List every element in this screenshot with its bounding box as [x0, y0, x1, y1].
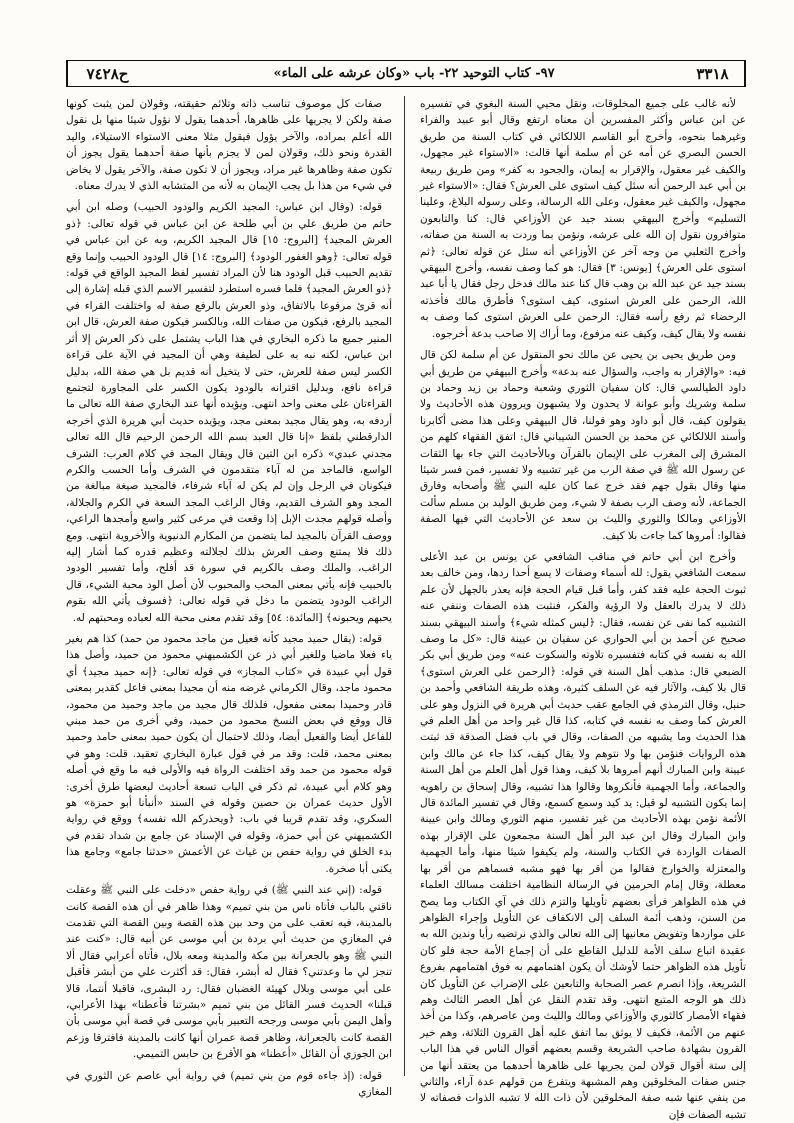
chapter-title: ٩٧- كتاب التوحيد ٢٢- باب «وكان عرشه على الماء»	[273, 66, 555, 81]
paragraph: قوله: (إذ جاءه قوم من بني تميم) في رواية أبي عاصم عن الثوري في المغازي	[66, 1069, 392, 1098]
paragraph: صفات كل موصوف تناسب ذاته وتلائم حقيقته، وقولان لمن يثبت كونها صفة ولكن لا يجريها على ظاهرها، أحدهما يقول لا نؤول شيئا منها بل نقول الله أعلم بمراده، والآخر يؤول فيقول مثلا معنى الاستواء الاستيلاء، واليد القدرة ونحو ذلك، وقولان لمن لا يجزم بأنها صفة أحدهما يقول يجوز أن تكون صفة وظاهرها غير مراد، ويجوز أن لا تكون صفة، والآخر يقول لا يخاض في شيء من هذا بل يجب الإيمان به لأنه من المتشابه الذي لا يدرك معناه.	[66, 98, 392, 193]
paragraph: قوله: (إني عند النبي ﷺ) في رواية حفص «دخلت على النبي ﷺ وعقلت ناقتي بالباب فأتاه ناس من بني تميم» وهذا ظاهر في أن هذه القصة كانت بالمدينة، فيه تعقب على من وحد بين هذه القصة وبين القصة التي تقدمت في المغازي من حديث أبي بردة بن أبي موسى عن أبيه قال: «كنت عند النبي ﷺ وهو بالجعرانة بين مكة والمدينة ومعه بلال، فأتاه أعرابي فقال ألا تنجز لي ما وعدتني؟ فقال له أبشر، فقال: قد أكثرت علي من أبشر فأقبل على أبي موسى وبلال كهيئة الغضبان فقال: رد البشرى، فاقبلا أنتما، قالا قبلنا» الحديث فسر القائل من بني تميم «بشرتنا فأعطنا» بهذا الأعرابي، وأهل اليمن بأبي موسى ورجحه التعبير بأبي موسى في قصة أبي موسى بأن القصة كانت بالجعرانة، وظاهر قصة عمران أنها كانت بالمدينة فافترقا وزعم ابن الجوزي أن القائل «أعطنا» هو الأقرع بن حابس التميمي.	[66, 884, 392, 1061]
page-number: ٣٣١٨	[681, 61, 745, 86]
paragraph: قوله: (وقال ابن عباس: المجيد الكريم والودود الحبيب) وصله ابن أبي حاتم من طريق علي بن أبي طلحة عن ابن عباس في قوله تعالى: ﴿ذو العرش المجيد﴾ [البروج: ١٥] قال المجيد الكريم، وبه عن ابن عباس في قوله تعالى: ﴿وهو الغفور الودود﴾ [البروج: ١٤] قال الودود الحبيب وإنما وقع تقديم الحبيب قبل الودود هنا لأن المراد تفسير لفظ المجيد الواقع في قوله: ﴿ذو العرش المجيد﴾ فلما فسره استطرد لتفسير الاسم الذي قبله إشارة إلى أنه قرئ مرفوعا بالاتفاق، وذو العرش بالرفع صفة له واختلفت القراء في المجيد بالرفع، فيكون من صفات الله، وبالكسر فيكون صفة العرش، قال ابن المنير جميع ما ذكره البخاري في هذا الباب يشتمل على ذكر العرش إلا أثر ابن عباس، لكنه نبه به على لطيفة وهي أن المجيد في الآية على قراءة الكسر ليس صفة للعرش، حتى لا يتخيل أنه قديم بل هي صفة الله، بدليل قراءة نافع، وبدليل اقترانه بالودود يكون الكسر على المجاورة لتجتمع القراءتان على معنى واحد انتهى. ويؤيده أنها عند البخاري صفة الله تعالى ما أردفه به، وهو يقال مجيد بمعنى مجد، ويؤيده حديث أبي هريرة الذي أخرجه الدارقطني بلفظ «إنا قال العبد بسم الله الرحمن الرحيم قال الله تعالى مجدني عبدي» ذكره ابن التين قال ويقال المجد في كلام العرب: الشرف الواسع، فالماجد من له آباء متقدمون في الشرف وأما الحسب والكرم فيكونان في الرجل وإن لم يكن له آباء شرفاء، فالمجيد صيغة مبالغة من المجد وهو الشرف القديم، وقال الراغب المجد السعة في الكرم والجلالة، وأصله قولهم مجدت الإبل إذا وقعت في مرعى كثير واسع وأمجدها الراعي، ووصف القرآن بالمجيد لما يتضمن من المكارم الدنيوية والأخروية انتهى. ومع ذلك فلا يمتنع وصف العرش بذلك لجلالته وعظيم قدره كما أشار إليه الراغب، والملك وصف بالكريم في سورة قد أفلح، وأما تفسير الودود بالحبيب فإنه يأتي بمعنى المحب والمحبوب لأن أصل الود محبة الشيء، قال الراغب الودود يتضمن ما دخل في قوله تعالى: ﴿فسوف يأتي الله بقوم يحبهم ويحبونه﴾ [المائدة: ٥٤] وقد تقدم معنى محبة الله لعباده ومحبتهم له.	[66, 201, 392, 624]
paragraph: لأنه غالب على جميع المخلوقات، ونقل محيي السنة البغوي في تفسيره عن ابن عباس وأكثر المفسرين أن معناه ارتفع وقال أبو عبيد والفراء وغيرهما بنحوه، وأخرج أبو القاسم اللالكائي في كتاب السنة من طريق الحسن البصري عن أمه عن أم سلمة أنها قالت: «الاستواء غير مجهول، والكيف غير معقول، والإقرار به إيمان، والجحود به كفر» ومن طريق ربيعة بن أبي عبد الرحمن أنه سئل كيف استوى على العرش؟ فقال: «الاستواء غير مجهول، والكيف غير معقول، وعلى الله الرسالة، وعلى رسوله البلاغ، وعلينا التسليم» وأخرج البيهقي بسند جيد عن الأوزاعي قال: كنا والتابعون متوافرون نقول إن الله على عرشه، ونؤمن بما وردت به السنة من صفاته، وأخرج الثعلبي من وجه آخر عن الأوزاعي أنه سئل عن قوله تعالى: ﴿ثم استوى على العرش﴾ [يونس: ٣] فقال: هو كما وصف نفسه، وأخرج البيهقي بسند جيد عن عبد الله بن وهب قال كنا عند مالك فدخل رجل فقال يا أبا عبد الله، الرحمن على العرش استوى، كيف استوى؟ فأطرق مالك فأخذته الرحضاء ثم رفع رأسه فقال: الرحمن على العرش استوى كما وصف به نفسه ولا يقال كيف، وكيف عنه مرفوع، وما أراك إلا صاحب بدعة أخرجوه.	[420, 98, 746, 340]
paragraph: ومن طريق يحيى بن يحيى عن مالك نحو المنقول عن أم سلمة لكن قال فيه: «والإقرار به واجب، والسؤال عنه بدعة» وأخرج البيهقي من طريق أبي داود الطيالسي قال: كان سفيان الثوري وشعبة وحماد بن زيد وحماد بن سلمة وشريك وأبو عوانة لا يحدون ولا يشبهون ويروون هذه الأحاديث ولا يقولون كيف، قال أبو داود وهو قولنا، قال البيهقي وعلى هذا مضى أكابرنا وأسند اللالكائي عن محمد بن الحسن الشيباني قال: اتفق الفقهاء كلهم من المشرق إلى المغرب على الإيمان بالقرآن وبالأحاديث التي جاء بها الثقات عن رسول الله ﷺ في صفة الرب من غير تشبيه ولا تفسير، فمن فسر شيئا منها وقال بقول جهم فقد خرج عما كان عليه النبي ﷺ وأصحابه وفارق الجماعة، لأنه وصف الرب بصفة لا شيء، ومن طريق الوليد بن مسلم سألت الأوزاعي ومالكا والثوري والليث بن سعد عن الأحاديث التي فيها الصفة فقالوا: أمروها كما جاءت بلا كيف.	[420, 349, 746, 542]
column-divider	[404, 96, 405, 1076]
right-column	[420, 96, 746, 1121]
left-column	[66, 96, 392, 1098]
hadith-number: ح٧٤٢٨	[67, 61, 147, 86]
paragraph: وأخرج ابن أبي حاتم في مناقب الشافعي عن يونس بن عبد الأعلى سمعت الشافعي يقول: لله أسماء وصفات لا يسع أحدا ردها، ومن خالف بعد ثبوت الحجة عليه فقد كفر، وأما قبل قيام الحجة فإنه يعذر بالجهل لأن علم ذلك لا يدرك بالعقل ولا الرؤية والفكر، فنثبت هذه الصفات وننفي عنه التشبيه كما نفى عن نفسه، فقال: ﴿ليس كمثله شيء﴾ وأسند البيهقي بسند صحيح عن أحمد بن أبي الحواري عن سفيان بن عيينة قال: «كل ما وصف الله به نفسه في كتابه فتفسيره تلاوته والسكوت عنه» ومن طريق أبي بكر الضبعي قال: مذهب أهل السنة في قوله: ﴿الرحمن على العرش استوى﴾ قال بلا كيف، والآثار فيه عن السلف كثيرة، وهذه طريقة الشافعي وأحمد بن حنبل، وقال الترمذي في الجامع عقب حديث أبي هريرة في النزول وهو على العرش كما وصف به نفسه في كتابه، كذا قال غير واحد من أهل العلم في هذا الحديث وما يشبهه من الصفات، وقال في باب فضل الصدقة قد ثبتت هذه الروايات فنؤمن بها ولا نتوهم ولا يقال كيف، كذا جاء عن مالك وابن عيينة وابن المبارك أنهم أمروها بلا كيف، وهذا قول أهل العلم من أهل السنة والجماعة، وأما الجهمية فأنكروها وقالوا هذا تشبيه، وقال إسحاق بن راهويه إنما يكون التشبيه لو قيل: يد كيد وسمع كسمع، وقال في تفسير المائدة قال الأئمة نؤمن بهذه الأحاديث من غير تفسير، منهم الثوري ومالك وابن عيينة وابن المبارك وقال ابن عبد البر أهل السنة مجمعون على الإقرار بهذه الصفات الواردة في الكتاب والسنة، ولم يكيفوا شيئا منها، وأما الجهمية والمعتزلة والخوارج فقالوا من أقر بها فهو مشبه فسماهم من أقر بها معطلة، وقال إمام الحرمين في الرسالة النظامية اختلفت مسالك العلماء في هذه الظواهر فرأى بعضهم تأويلها والتزم ذلك في آي الكتاب وما يصح من السنن، وذهب أئمة السلف إلى الانكفاف عن التأويل وإجراء الظواهر على مواردها وتفويض معانيها إلى الله تعالى والذي نرتضيه رأيا وندين الله به عقيدة اتباع سلف الأمة للدليل القاطع على أن إجماع الأمة حجة فلو كان تأويل هذه الظواهر حتما لأوشك أن يكون اهتمامهم به فوق اهتمامهم بفروع الشريعة، وإذا انصرم عصر الصحابة والتابعين على الإضراب عن التأويل كان ذلك هو الوجه المتبع انتهى. وقد تقدم النقل عن أهل العصر الثالث وهم فقهاء الأمصار كالثوري والأوزاعي ومالك والليث ومن عاصرهم، وكذا من أخذ عنهم من الأئمة، فكيف لا يوثق بما اتفق عليه أهل القرون الثلاثة، وهم خير القرون بشهادة صاحب الشريعة وقسم بعضهم أقوال الناس في هذا الباب إلى ستة أقوال قولان لمن يجريها على ظاهرها أحدهما من يعتقد أنها من جنس صفات المخلوقين وهم المشبهة ويتفرع من قولهم عدة آراء، والثاني من ينفي عنها شبه صفة المخلوقين لأن ذات الله لا تشبه الذوات فصفاته لا تشبه الصفات فإن	[420, 550, 746, 1121]
text-columns	[66, 96, 746, 1121]
paragraph: قوله: (يقال حميد مجيد كأنه فعيل من ماجد محمود من حمد) كذا هم بغير ياء فعلا ماضيا وللغير أبي ذر عن الكشميهني محمود من حميد، وأصل هذا قول أبي عبيدة في «كتاب المجاز» في قوله تعالى: ﴿إنه حميد مجيد﴾ أي محمود ماجد، وقال الكرماني غرضه منه أن مجيدا بمعنى فاعل كقدير بمعنى قادر وحميدا بمعنى مفعول، فلذلك قال مجيد من ماجد وحميد من محمود، قال ووقع في بعض النسخ محمود من حميد، وفي أخرى من حمد مبني للفاعل أيضا والفعيل أيضا، وذلك لاحتمال أن يكون حميد بمعنى حامد وحميد بمعنى محمد، قلت: وقد مر في قول عبارة البخاري تعقيد. قلت: وهو في قوله محمود من حمد وقد اختلفت الرواة فيه والأولى فيه ما وقع في أصله وهو كلام أبي عبيدة، ثم ذكر في الباب تسعة أحاديث لبعضها طرق أخرى: الأول حديث عمران بن حصين وقوله في السند «أنبأنا أبو حمزة» هو السكري، وقد تقدم قريبا في باب: ﴿ويحذركم الله نفسه﴾ ووقع في رواية الكشميهني عن أبي حمزة، وقوله في الإسناد عن جامع بن شداد تقدم في بدء الخلق في رواية حفص بن غياث عن الأعمش «حدثنا جامع» وجامع هذا يكنى أبا صخرة.	[66, 633, 392, 875]
running-header	[66, 60, 746, 87]
